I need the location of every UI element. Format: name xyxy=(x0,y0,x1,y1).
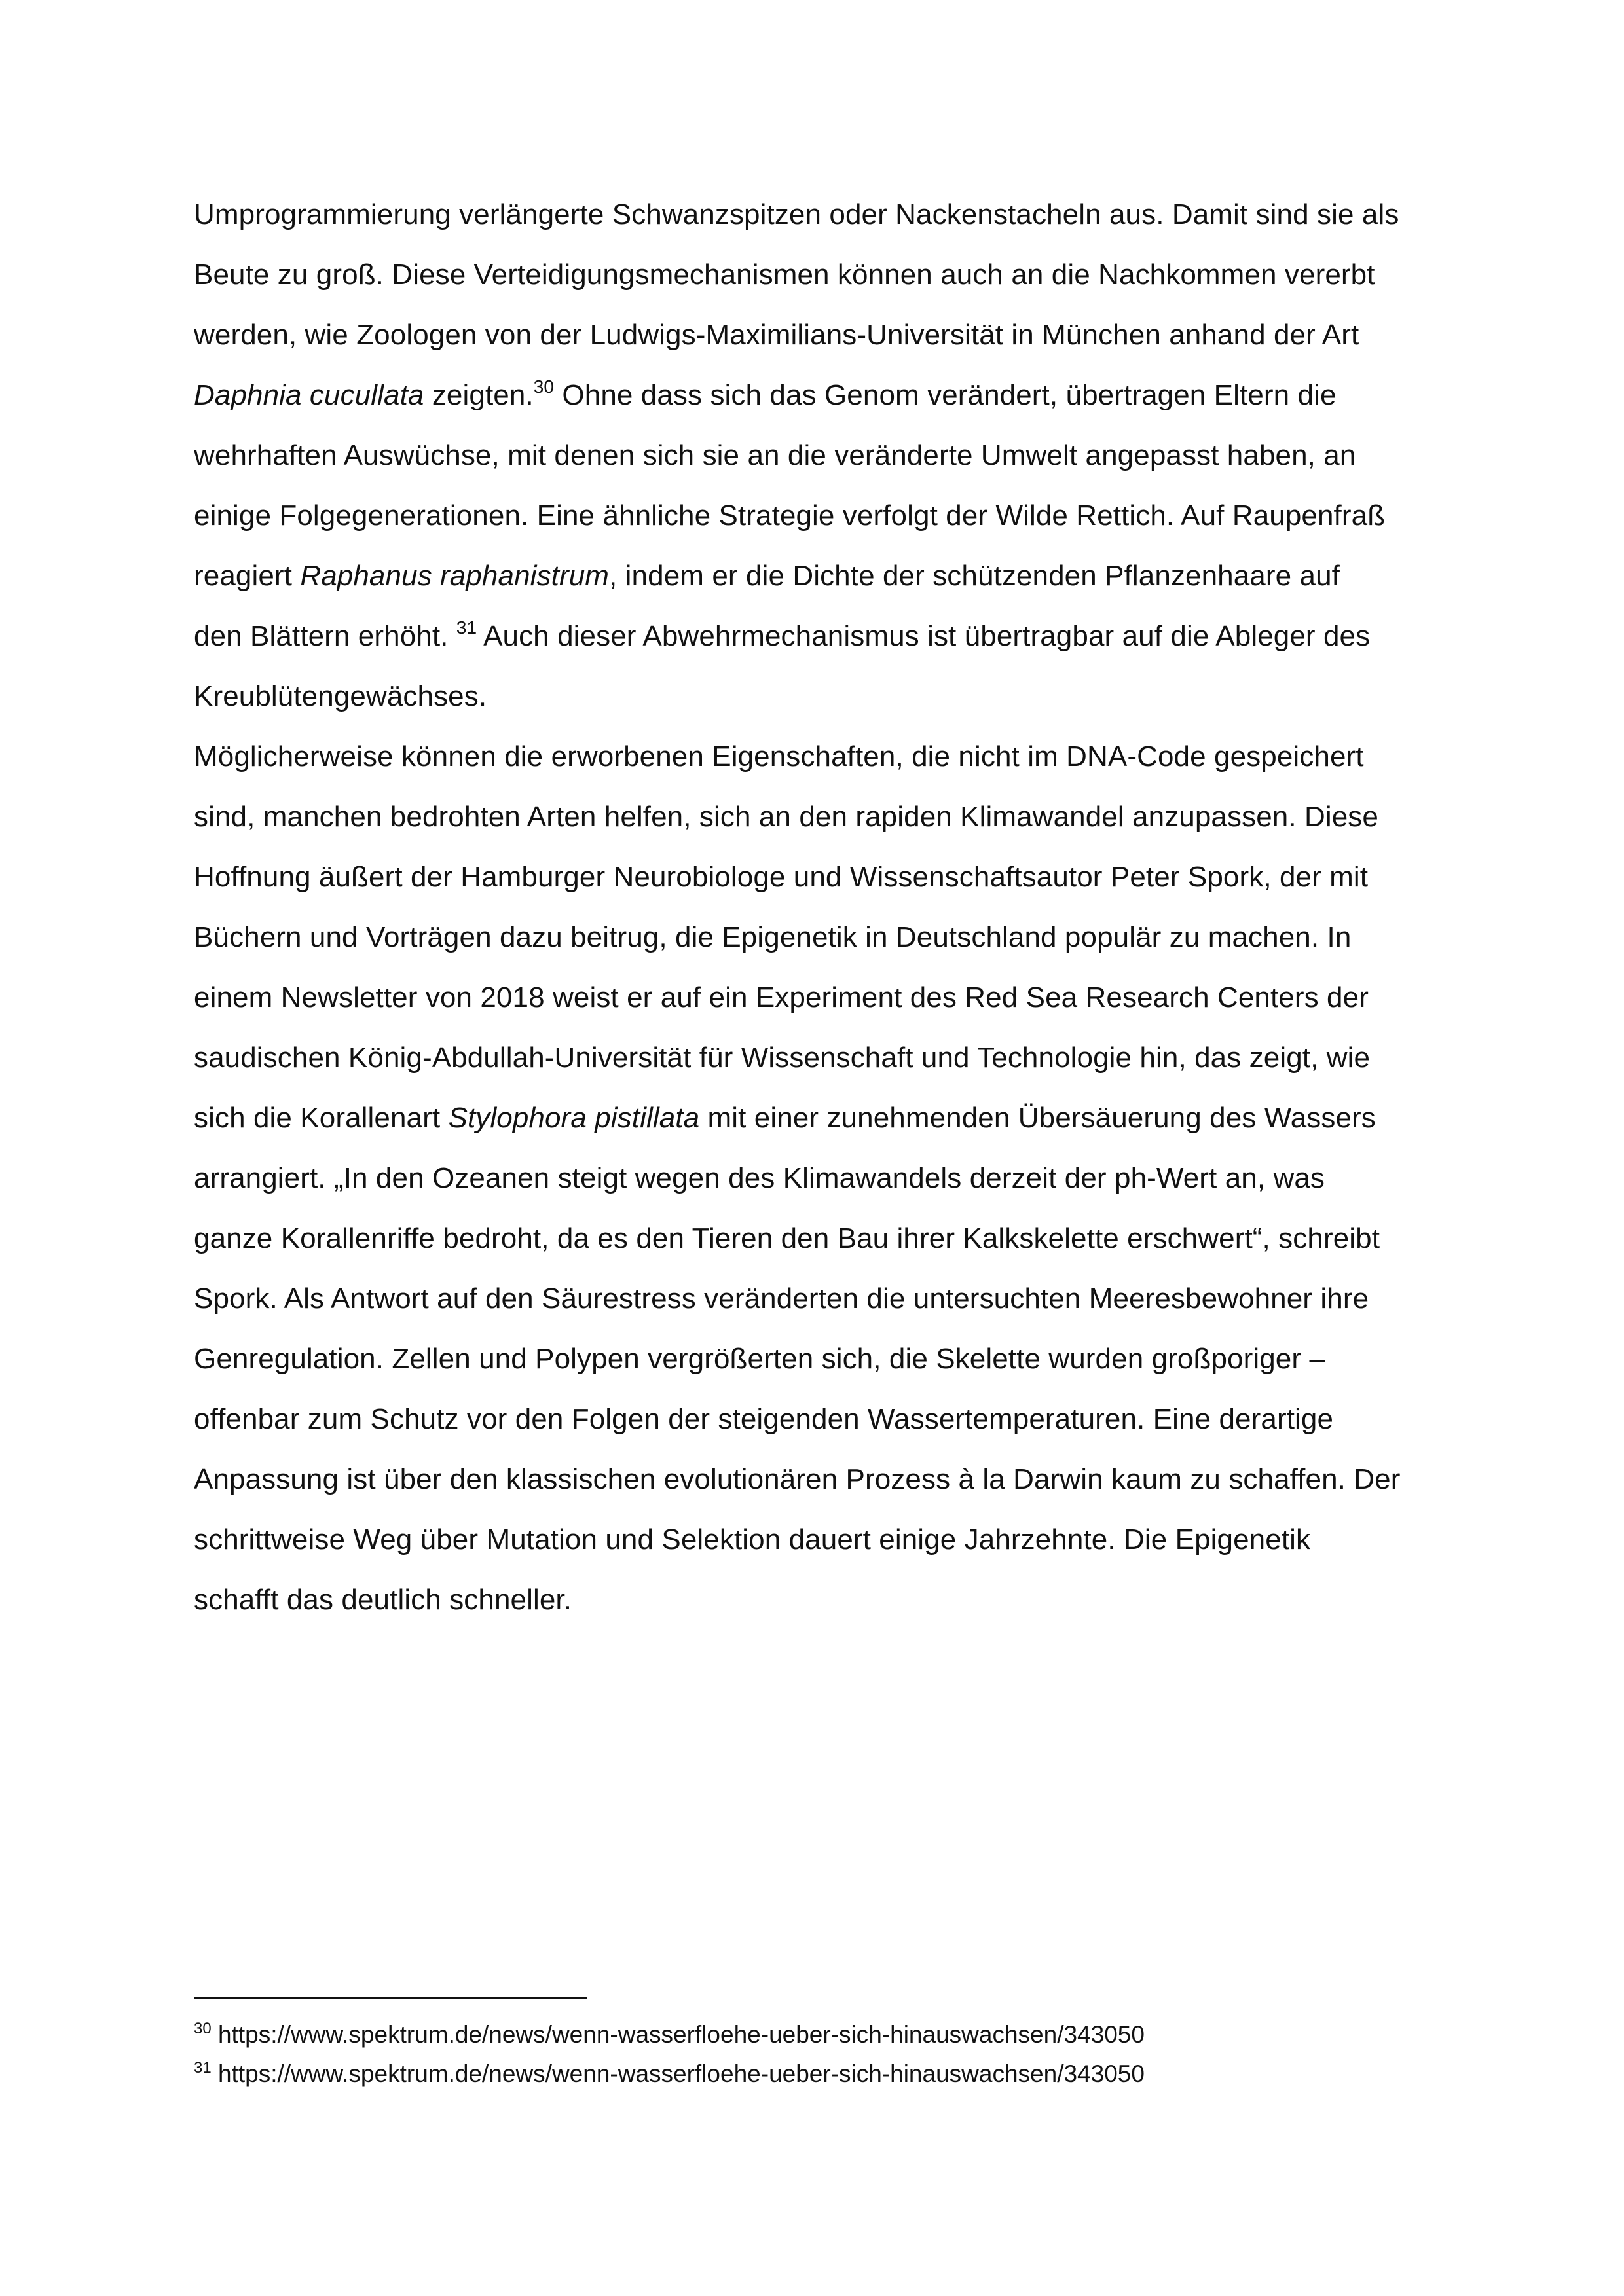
footnote-link[interactable]: https://www.spektrum.de/news/wenn-wasserfloehe-ueber-sich-hinauswachsen/343050 xyxy=(211,2060,1145,2087)
species-name: Raphanus raphanistrum xyxy=(300,560,610,592)
text-line: offenbar zum Schutz vor den Folgen der steigenden Wassertemperaturen. Eine derartige xyxy=(194,1403,1334,1435)
text-line: werden, wie Zoologen von der Ludwigs-Maximilians-Universität in München anhand der Art xyxy=(194,319,1359,351)
text-line: Daphnia cucullata zeigten.$^{30}$ Ohne dass sich das Genom verändert, übertragen Eltern die xyxy=(194,376,1337,411)
text-line: Beute zu groß. Diese Verteidigungsmechanismen können auch an die Nachkommen vererbt xyxy=(194,259,1375,291)
text-line: Genregulation. Zellen und Polypen vergrößerten sich, die Skelette wurden großporiger – xyxy=(194,1343,1326,1375)
text-line: ganze Korallenriffe bedroht, da es den Tieren den Bau ihrer Kalkskelette erschwert“, schreibt xyxy=(194,1222,1380,1254)
text-line: Spork. Als Antwort auf den Säurestress veränderten die untersuchten Meeresbewohner ihre xyxy=(194,1283,1369,1315)
text-line: sich die Korallenart Stylophora pistillata mit einer zunehmenden Übersäuerung des Wassers xyxy=(194,1102,1376,1134)
text-line: Möglicherweise können die erworbenen Eigenschaften, die nicht im DNA-Code gespeichert xyxy=(194,740,1364,773)
text-line: Büchern und Vorträgen dazu beitrug, die Epigenetik in Deutschland populär zu machen. In xyxy=(194,921,1352,953)
paragraph-1 xyxy=(194,185,1458,727)
paragraph-2 xyxy=(194,727,1458,1630)
text-line: wehrhaften Auswüchse, mit denen sich sie an die veränderte Umwelt angepasst haben, an xyxy=(194,439,1356,471)
species-name: Daphnia cucullata xyxy=(194,379,424,411)
text-line: saudischen König-Abdullah-Universität für Wissenschaft und Technologie hin, das zeigt, wie xyxy=(194,1042,1371,1074)
text-line: einem Newsletter von 2018 weist er auf ein Experiment des Red Sea Research Centers der xyxy=(194,981,1369,1013)
footnotes xyxy=(194,2015,1438,2094)
footnote-number: 31 xyxy=(194,2059,212,2077)
text-line: Kreublütengewächses. xyxy=(194,680,487,712)
species-name: Stylophora pistillata xyxy=(448,1102,700,1134)
text-line: einige Folgegenerationen. Eine ähnliche Strategie verfolgt der Wilde Rettich. Auf Raupenfraß xyxy=(194,500,1386,532)
footnote-number: 30 xyxy=(194,2020,212,2037)
footnote-ref-31[interactable]: 31 xyxy=(456,617,477,638)
body-text xyxy=(194,185,1458,1630)
text-line: sind, manchen bedrohten Arten helfen, sich an den rapiden Klimawandel anzupassen. Diese xyxy=(194,801,1378,833)
footnote-ref-30[interactable]: 30 xyxy=(533,376,555,397)
text-line: arrangiert. „In den Ozeanen steigt wegen des Klimawandels derzeit der ph-Wert an, was xyxy=(194,1162,1325,1194)
text-line: Hoffnung äußert der Hamburger Neurobiologe und Wissenschaftsautor Peter Spork, der mit xyxy=(194,861,1369,893)
text-line: schrittweise Weg über Mutation und Selektion dauert einige Jahrzehnte. Die Epigenetik xyxy=(194,1523,1311,1556)
text-line: schafft das deutlich schneller. xyxy=(194,1584,572,1616)
footnote-31 xyxy=(194,2054,1438,2094)
text-line: reagiert Raphanus raphanistrum, indem er die Dichte der schützenden Pflanzenhaare auf xyxy=(194,560,1340,592)
footnote-link[interactable]: https://www.spektrum.de/news/wenn-wasserfloehe-ueber-sich-hinauswachsen/343050 xyxy=(211,2021,1145,2048)
text-line: den Blättern erhöht. $^{31}$ Auch dieser Abwehrmechanismus ist übertragbar auf die Ableger des xyxy=(194,617,1371,652)
text-line: Umprogrammierung verlängerte Schwanzspitzen oder Nackenstacheln aus. Damit sind sie als xyxy=(194,198,1399,230)
text-line: Anpassung ist über den klassischen evolutionären Prozess à la Darwin kaum zu schaffen. Der xyxy=(194,1463,1401,1495)
footnote-separator xyxy=(194,1997,587,1999)
footnote-30 xyxy=(194,2015,1438,2054)
